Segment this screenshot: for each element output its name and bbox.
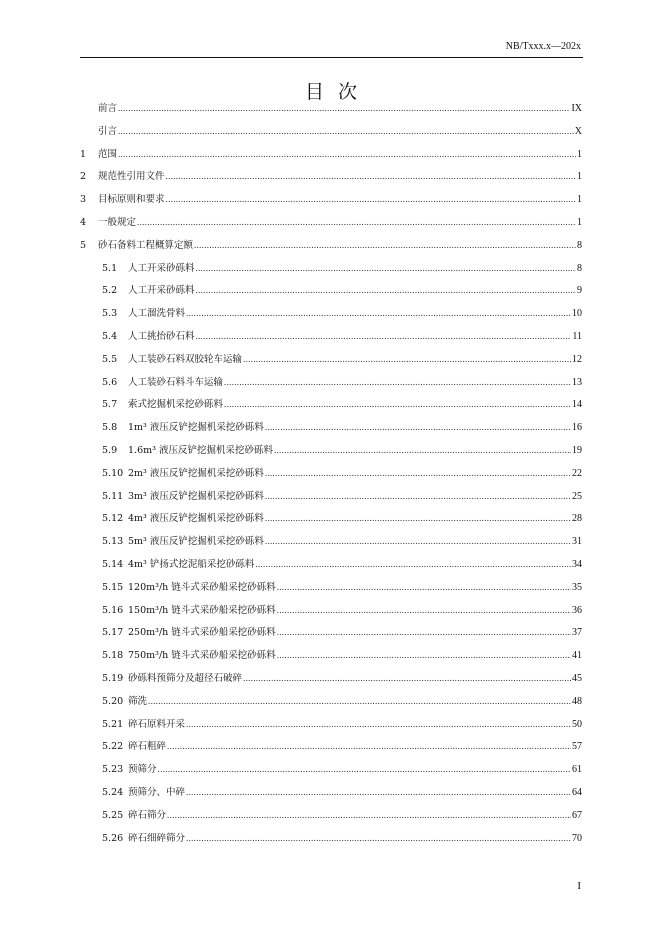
toc-entry[interactable] [80, 781, 582, 804]
toc-entry[interactable] [80, 416, 582, 439]
toc-entry[interactable] [80, 325, 582, 348]
toc-entry-number: 5.9 [102, 444, 118, 456]
toc-entry-label: 120m³/h 链斗式采砂船采挖砂砾料 [128, 581, 276, 593]
toc-entry[interactable] [80, 621, 582, 644]
toc-dot-leader [255, 553, 571, 576]
toc-entry-number: 5.4 [102, 330, 118, 342]
toc-dot-leader [118, 143, 576, 166]
toc-entry-page: 61 [572, 764, 582, 776]
toc-dot-leader [224, 371, 571, 394]
toc-entry-number: 5.16 [102, 604, 124, 616]
toc-entry-number: 5.17 [102, 627, 124, 639]
toc-entry[interactable] [80, 279, 582, 302]
toc-entry[interactable] [80, 97, 582, 120]
toc-entry-page: 12 [572, 353, 582, 365]
toc-dot-leader [186, 713, 571, 736]
toc-entry-label: 1.6m³ 液压反铲挖掘机采挖砂砾料 [128, 444, 273, 456]
toc-entry-label: 目标原则和要求 [98, 194, 165, 206]
toc-entry-page: 10 [572, 308, 582, 320]
toc-dot-leader [118, 120, 574, 143]
toc-dot-leader [158, 758, 571, 781]
toc-entry-number: 5.15 [102, 581, 124, 593]
toc-entry-number: 5.2 [102, 285, 118, 297]
toc-entry[interactable] [80, 690, 582, 713]
toc-dot-leader [277, 599, 571, 622]
toc-dot-leader [265, 507, 571, 530]
toc-entry-label: 750m³/h 链斗式采砂船采挖砂砾料 [128, 650, 276, 662]
toc-entry-label: 250m³/h 链斗式采砂船采挖砂砾料 [128, 627, 276, 639]
toc-entry-label: 预筛分、中碎 [128, 786, 186, 798]
toc-entry-number: 1 [80, 148, 87, 160]
toc-entry[interactable] [80, 827, 582, 850]
toc-entry-page: 1 [577, 216, 582, 228]
toc-entry-page: 45 [572, 672, 582, 684]
toc-entry-number: 5.20 [102, 695, 124, 707]
toc-entry-label: 前言 [98, 103, 118, 114]
toc-entry-label: 砂石备料工程概算定额 [98, 239, 194, 251]
toc-entry-label: 人工开采砂砾料 [128, 285, 195, 297]
toc-entry-number: 5.11 [102, 490, 124, 502]
toc-entry[interactable] [80, 667, 582, 690]
toc-entry-page: 50 [572, 718, 582, 730]
toc-entry-page: 64 [572, 786, 582, 798]
table-of-contents [80, 97, 582, 849]
toc-dot-leader [186, 302, 571, 325]
toc-entry-page: 13 [572, 376, 582, 388]
toc-entry[interactable] [80, 758, 582, 781]
toc-entry[interactable] [80, 143, 582, 166]
toc-dot-leader [186, 781, 571, 804]
toc-entry-page: 14 [572, 399, 582, 411]
toc-entry-label: 范围 [98, 148, 118, 160]
toc-entry-page: 48 [572, 695, 582, 707]
toc-entry-page: 8 [577, 262, 582, 274]
toc-entry-page: 36 [572, 604, 582, 616]
toc-entry-label: 4m³ 液压反铲挖掘机采挖砂砾料 [128, 513, 264, 525]
toc-entry-number: 5.22 [102, 741, 124, 753]
toc-dot-leader [265, 485, 571, 508]
toc-entry-number: 3 [80, 194, 87, 206]
toc-entry[interactable] [80, 713, 582, 736]
toc-entry-page: IX [571, 103, 582, 114]
toc-entry[interactable] [80, 257, 582, 280]
toc-entry-number: 5.21 [102, 718, 124, 730]
toc-dot-leader [196, 279, 576, 302]
toc-dot-leader [166, 188, 576, 211]
toc-entry[interactable] [80, 599, 582, 622]
toc-entry-label: 4m³ 铲扬式挖泥船采挖砂砾料 [128, 558, 255, 570]
toc-entry-page: 22 [572, 467, 582, 479]
toc-entry[interactable] [80, 371, 582, 394]
toc-entry-number: 5.7 [102, 399, 118, 411]
toc-entry-label: 碎石粗碎 [128, 741, 167, 753]
toc-entry-label: 人工溜洗骨料 [128, 308, 186, 320]
toc-dot-leader [243, 348, 571, 371]
toc-entry-number: 5.5 [102, 353, 118, 365]
toc-entry-page: 67 [572, 809, 582, 821]
toc-dot-leader [196, 257, 576, 280]
toc-entry-number: 5.1 [102, 262, 118, 274]
toc-entry-number: 5.18 [102, 650, 124, 662]
toc-entry-label: 碎石原料开采 [128, 718, 186, 730]
toc-dot-leader [196, 325, 572, 348]
toc-entry-number: 5.23 [102, 764, 124, 776]
toc-entry-number: 5.14 [102, 558, 124, 570]
toc-dot-leader [137, 211, 576, 234]
toc-dot-leader [265, 416, 571, 439]
toc-entry-label: 2m³ 液压反铲挖掘机采挖砂砾料 [128, 467, 264, 479]
toc-dot-leader [277, 576, 571, 599]
toc-entry-page: 8 [577, 239, 582, 251]
toc-dot-leader [274, 439, 571, 462]
toc-entry[interactable] [80, 393, 582, 416]
toc-entry-page: 28 [572, 513, 582, 525]
toc-dot-leader [167, 735, 571, 758]
toc-dot-leader [265, 462, 571, 485]
toc-entry-number: 5.10 [102, 467, 124, 479]
toc-entry-label: 砂砾料预筛分及超径石破碎 [128, 672, 243, 684]
toc-entry-label: 预筛分 [128, 764, 157, 776]
toc-entry[interactable] [80, 348, 582, 371]
toc-entry[interactable] [80, 120, 582, 143]
toc-entry-label: 3m³ 液压反铲挖掘机采挖砂砾料 [128, 490, 264, 502]
toc-title: 目次 [304, 81, 371, 103]
toc-entry-number: 2 [80, 171, 87, 183]
toc-entry-number: 5.12 [102, 513, 124, 525]
toc-dot-leader [224, 393, 571, 416]
toc-entry-page: 70 [572, 832, 582, 844]
toc-entry-label: 一般规定 [98, 216, 137, 228]
toc-dot-leader [167, 804, 571, 827]
toc-entry-number: 5.13 [102, 536, 124, 548]
toc-entry-label: 5m³ 液压反铲挖掘机采挖砂砾料 [128, 536, 264, 548]
toc-entry-page: 16 [572, 422, 582, 434]
toc-entry-label: 人工挑抬砂石料 [128, 330, 195, 342]
toc-entry[interactable] [80, 530, 582, 553]
toc-entry-number: 5.8 [102, 422, 118, 434]
toc-entry[interactable] [80, 804, 582, 827]
toc-entry[interactable] [80, 439, 582, 462]
toc-entry[interactable] [80, 302, 582, 325]
toc-dot-leader [277, 621, 571, 644]
toc-entry-page: 25 [572, 490, 582, 502]
toc-entry-page: 31 [572, 536, 582, 548]
toc-dot-leader [194, 234, 576, 257]
toc-entry[interactable] [80, 188, 582, 211]
toc-entry-number: 5.26 [102, 832, 124, 844]
toc-entry-label: 筛洗 [128, 695, 148, 707]
toc-entry[interactable] [80, 735, 582, 758]
toc-entry[interactable] [80, 165, 582, 188]
toc-entry-label: 人工装砂石料斗车运输 [128, 376, 224, 388]
toc-dot-leader [118, 97, 570, 120]
toc-entry-label: 碎石细碎筛分 [128, 832, 186, 844]
toc-entry[interactable] [80, 485, 582, 508]
toc-entry-page: 19 [572, 444, 582, 456]
toc-entry-label: 150m³/h 链斗式采砂船采挖砂砾料 [128, 604, 276, 616]
toc-entry-label: 1m³ 液压反铲挖掘机采挖砂砾料 [128, 422, 264, 434]
toc-entry-number: 5.6 [102, 376, 118, 388]
toc-entry-number: 5.3 [102, 308, 118, 320]
toc-entry[interactable] [80, 553, 582, 576]
toc-entry-page: 11 [572, 330, 582, 342]
toc-dot-leader [148, 690, 571, 713]
toc-entry[interactable] [80, 234, 582, 257]
toc-entry-page: 41 [572, 650, 582, 662]
toc-entry-label: 人工开采砂砾料 [128, 262, 195, 274]
toc-dot-leader [277, 644, 571, 667]
toc-entry-number: 5.25 [102, 809, 124, 821]
toc-entry[interactable] [80, 462, 582, 485]
toc-entry-page: 34 [572, 558, 582, 570]
toc-entry-page: 1 [577, 171, 582, 183]
toc-entry-page: 57 [572, 741, 582, 753]
toc-entry-number: 5 [80, 239, 87, 251]
toc-entry-number: 5.24 [102, 786, 124, 798]
toc-entry-label: 规范性引用文件 [98, 171, 165, 183]
toc-entry[interactable] [80, 644, 582, 667]
toc-dot-leader [186, 827, 571, 850]
toc-dot-leader [265, 530, 571, 553]
toc-entry[interactable] [80, 576, 582, 599]
toc-entry-label: 碎石筛分 [128, 809, 167, 821]
toc-entry-label: 人工装砂石料双胶轮车运输 [128, 353, 243, 365]
toc-entry-page: 37 [572, 627, 582, 639]
header-divider [80, 57, 583, 58]
toc-entry-page: 9 [577, 285, 582, 297]
toc-entry-page: 1 [577, 148, 582, 160]
toc-entry-page: 1 [577, 194, 582, 206]
document-code: NB/Txxx.x—202x [505, 41, 581, 52]
toc-entry-page: 35 [572, 581, 582, 593]
toc-dot-leader [243, 667, 571, 690]
footer-page-number: I [577, 880, 581, 892]
toc-entry[interactable] [80, 507, 582, 530]
toc-entry-label: 索式挖掘机采挖砂砾料 [128, 399, 224, 411]
toc-dot-leader [166, 165, 576, 188]
toc-entry-number: 5.19 [102, 672, 124, 684]
toc-entry-number: 4 [80, 216, 87, 228]
toc-entry[interactable] [80, 211, 582, 234]
toc-entry-label: 引言 [98, 125, 118, 137]
toc-entry-page: X [574, 125, 582, 137]
